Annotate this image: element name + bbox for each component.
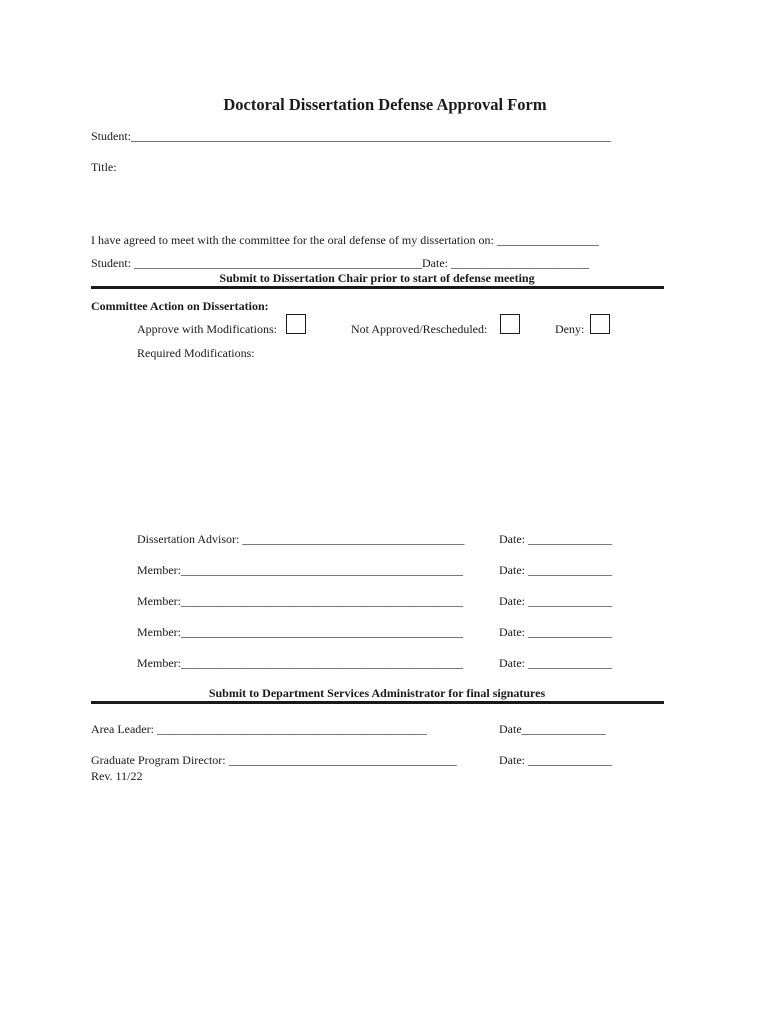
deny-label: Deny: xyxy=(555,322,585,336)
member-1-signature-field[interactable]: Member:_______________________________________________ xyxy=(137,563,463,577)
submit-to-chair-note: Submit to Dissertation Chair prior to start of defense meeting xyxy=(219,271,535,285)
student-name-field[interactable]: Student:________________________________________________________________________________ xyxy=(91,129,612,143)
revision-label: Rev. 11/22 xyxy=(91,769,143,783)
section-divider xyxy=(91,701,664,704)
submit-to-admin-note: Submit to Department Services Administrator for final signatures xyxy=(208,686,546,700)
area-leader-date-field[interactable]: Date______________ xyxy=(499,722,606,736)
student-signature-field[interactable]: Student: ________________________________________________Date: _______________________ xyxy=(91,256,589,270)
graduate-program-director-date-field[interactable]: Date: ______________ xyxy=(499,753,612,767)
deny-checkbox[interactable] xyxy=(590,314,610,334)
agreement-statement[interactable]: I have agreed to meet with the committee for the oral defense of my dissertation on: _________________ xyxy=(91,233,599,247)
member-2-signature-field[interactable]: Member:_______________________________________________ xyxy=(137,594,463,608)
advisor-date-field[interactable]: Date: ______________ xyxy=(499,532,612,546)
area-leader-signature-field[interactable]: Area Leader: _____________________________________________ xyxy=(91,722,427,736)
section-divider xyxy=(91,286,664,289)
committee-action-heading: Committee Action on Dissertation: xyxy=(91,299,269,313)
not-approved-label: Not Approved/Rescheduled: xyxy=(351,322,488,336)
advisor-signature-field[interactable]: Dissertation Advisor: _____________________________________ xyxy=(137,532,465,546)
approve-with-modifications-checkbox[interactable] xyxy=(286,314,306,334)
required-modifications-label: Required Modifications: xyxy=(137,346,255,360)
member-4-date-field[interactable]: Date: ______________ xyxy=(499,656,612,670)
member-3-signature-field[interactable]: Member:_______________________________________________ xyxy=(137,625,463,639)
member-3-date-field[interactable]: Date: ______________ xyxy=(499,625,612,639)
member-1-date-field[interactable]: Date: ______________ xyxy=(499,563,612,577)
dissertation-title-label: Title: xyxy=(91,160,117,174)
form-title: Doctoral Dissertation Defense Approval Form xyxy=(223,95,547,114)
member-2-date-field[interactable]: Date: ______________ xyxy=(499,594,612,608)
not-approved-checkbox[interactable] xyxy=(500,314,520,334)
approve-with-modifications-label: Approve with Modifications: xyxy=(137,322,277,336)
graduate-program-director-signature-field[interactable]: Graduate Program Director: ______________________________________ xyxy=(91,753,457,767)
member-4-signature-field[interactable]: Member:_______________________________________________ xyxy=(137,656,463,670)
